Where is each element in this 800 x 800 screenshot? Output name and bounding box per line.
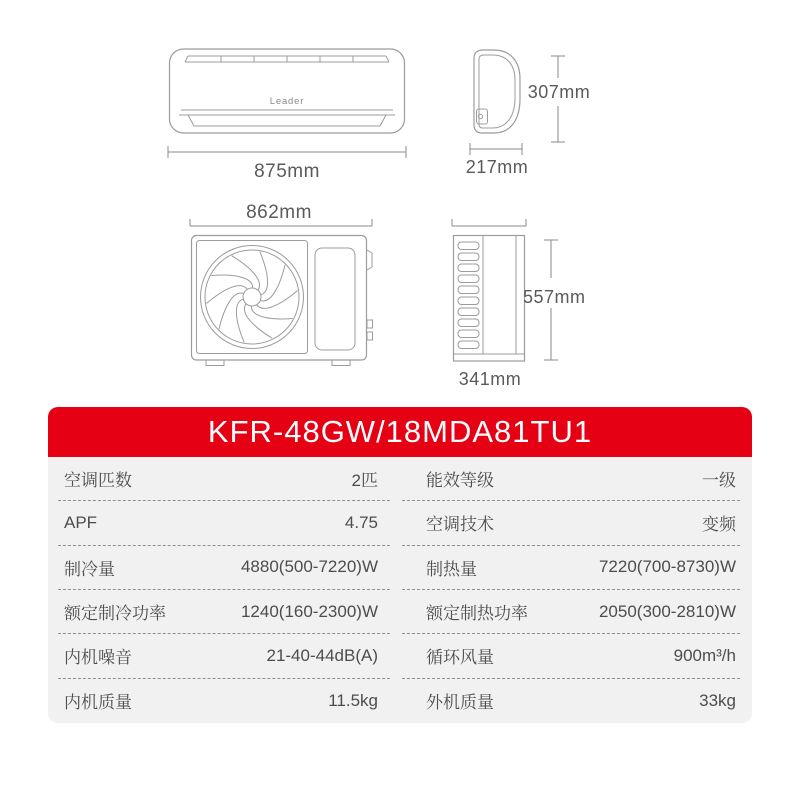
spec-cell-energy-grade (402, 457, 740, 501)
spec-label: 能效等级 (426, 471, 494, 491)
spec-value: 1240(160-2300)W (240, 601, 378, 621)
table-row (48, 590, 752, 634)
spec-value: 21-40-44dB(A) (266, 645, 378, 665)
spec-label: 额定制冷功率 (64, 604, 166, 624)
table-row (48, 457, 752, 501)
spec-cell-hp (58, 457, 390, 501)
spec-label: 外机质量 (426, 693, 494, 713)
spec-value: 900m³/h (673, 645, 736, 665)
spec-cell-indoor-noise (58, 634, 390, 678)
spec-label: 制冷量 (64, 559, 115, 579)
spec-cell-heating-capacity (402, 546, 740, 590)
outdoor-unit-side-diagram (452, 234, 528, 364)
spec-label: 空调匹数 (64, 471, 132, 491)
spec-value: 11.5kg (328, 690, 378, 710)
outdoor-width-dim-line (182, 218, 382, 232)
spec-table (48, 457, 752, 723)
outdoor-depth-label: 341mm (458, 369, 522, 389)
spec-cell-apf (58, 501, 390, 545)
spec-cell-cooling-power (58, 590, 390, 634)
spec-label: 空调技术 (426, 515, 494, 535)
outdoor-width-label: 862mm (246, 202, 312, 223)
spec-value: 变频 (702, 515, 736, 535)
spec-cell-cooling-capacity (58, 546, 390, 590)
indoor-unit-side-diagram (470, 47, 524, 137)
model-header (48, 407, 752, 457)
leader-logo: Leader (269, 96, 305, 107)
spec-cell-airflow (402, 634, 740, 678)
outdoor-height-label: 557mm (523, 287, 586, 307)
indoor-depth-label: 217mm (465, 157, 529, 177)
spec-label: APF (64, 512, 98, 532)
indoor-width-dim-line (160, 143, 414, 161)
spec-cell-tech (402, 501, 740, 545)
spec-cell-heating-power (402, 590, 740, 634)
spec-label: 循环风量 (426, 648, 494, 668)
spec-value: 7220(700-8730)W (598, 557, 736, 577)
spec-cell-outdoor-weight (402, 679, 740, 723)
indoor-width-label: 875mm (254, 161, 320, 182)
indoor-unit-front-diagram (168, 47, 406, 137)
table-row (48, 679, 752, 723)
spec-value: 4.75 (344, 512, 378, 532)
outdoor-depth-dim-line (444, 218, 536, 232)
spec-value: 2匹 (351, 471, 378, 491)
indoor-height-label: 307mm (527, 82, 591, 102)
spec-label: 制热量 (426, 559, 477, 579)
spec-label: 内机噪音 (64, 648, 132, 668)
indoor-depth-dim-line (462, 141, 532, 157)
outdoor-unit-front-diagram (190, 234, 374, 368)
spec-cell-indoor-weight (58, 679, 390, 723)
table-row (48, 501, 752, 545)
spec-value: 33kg (699, 690, 736, 710)
spec-value: 一级 (702, 471, 736, 491)
spec-label: 额定制热功率 (426, 604, 528, 624)
spec-label: 内机质量 (64, 693, 132, 713)
fan-blades (206, 252, 297, 343)
model-title: KFR-48GW/18MDA81TU1 (207, 414, 593, 449)
spec-value: 2050(300-2810)W (598, 601, 736, 621)
table-row (48, 634, 752, 678)
spec-value: 4880(500-7220)W (240, 557, 378, 577)
table-row (48, 546, 752, 590)
